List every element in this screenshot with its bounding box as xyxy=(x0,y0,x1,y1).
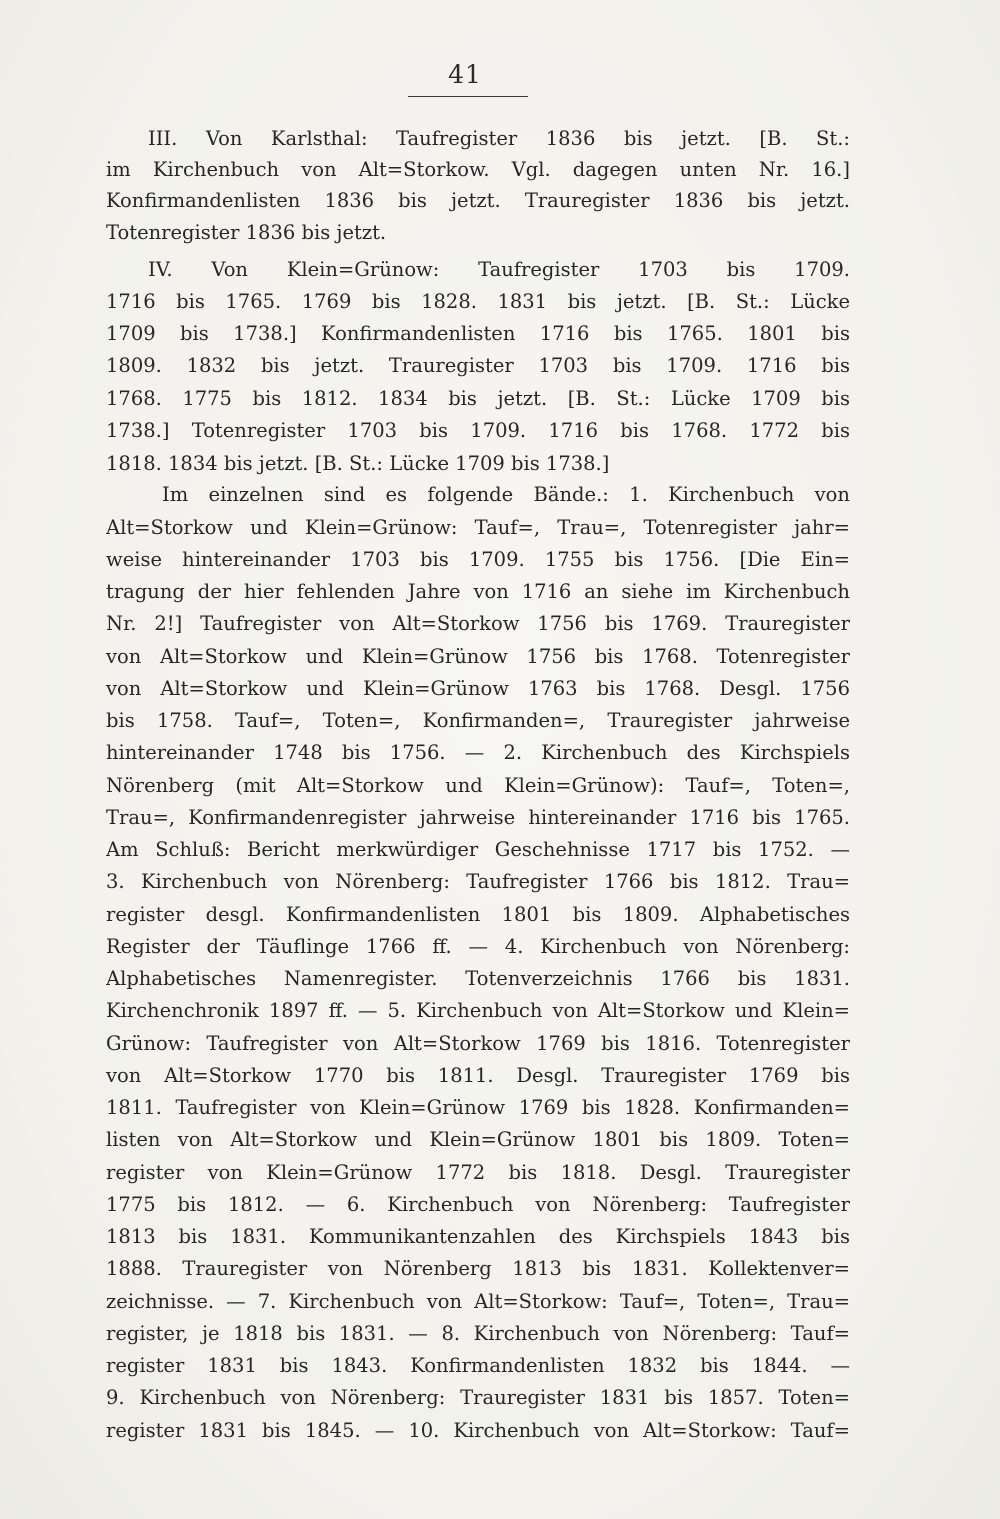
text-line: 1811. Taufregister von Klein=Grünow 1769 bis 1828. Konfirmanden= xyxy=(106,1096,850,1119)
text-line: 1813 bis 1831. Kommunikantenzahlen des Kirchspiels 1843 bis xyxy=(106,1225,850,1248)
text-line: hintereinander 1748 bis 1756. — 2. Kirchenbuch des Kirchspiels xyxy=(106,741,850,764)
text-line: register 1831 bis 1843. Konfirmandenlisten 1832 bis 1844. — xyxy=(106,1354,850,1377)
text-line: Im einzelnen sind es folgende Bände.: 1. Kirchenbuch von xyxy=(162,483,850,506)
text-line: 1775 bis 1812. — 6. Kirchenbuch von Nörenberg: Taufregister xyxy=(106,1193,850,1216)
text-line: Trau=, Konfirmandenregister jahrweise hintereinander 1716 bis 1765. xyxy=(106,806,850,829)
text-line: 1709 bis 1738.] Konfirmandenlisten 1716 bis 1765. 1801 bis xyxy=(106,322,850,345)
text-line: von Alt=Storkow und Klein=Grünow 1756 bis 1768. Totenregister xyxy=(106,645,850,668)
text-line: Kirchenchronik 1897 ff. — 5. Kirchenbuch von Alt=Storkow und Klein= xyxy=(106,999,850,1022)
text-line: listen von Alt=Storkow und Klein=Grünow 1801 bis 1809. Toten= xyxy=(106,1128,850,1151)
text-line: Konfirmandenlisten 1836 bis jetzt. Trauregister 1836 bis jetzt. xyxy=(106,189,850,212)
text-line: bis 1758. Tauf=, Toten=, Konfirmanden=, Trauregister jahrweise xyxy=(106,709,850,732)
text-line: Nörenberg (mit Alt=Storkow und Klein=Grünow): Tauf=, Toten=, xyxy=(106,774,850,797)
text-line: register desgl. Konfirmandenlisten 1801 bis 1809. Alphabetisches xyxy=(106,903,850,926)
text-line: Nr. 2!] Taufregister von Alt=Storkow 1756 bis 1769. Trauregister xyxy=(106,612,850,635)
text-line: 1818. 1834 bis jetzt. [B. St.: Lücke 1709 bis 1738.] xyxy=(106,452,610,475)
text-line: von Alt=Storkow und Klein=Grünow 1763 bis 1768. Desgl. 1756 xyxy=(106,677,850,700)
text-line: 1738.] Totenregister 1703 bis 1709. 1716 bis 1768. 1772 bis xyxy=(106,419,850,442)
text-line: tragung der hier fehlenden Jahre von 1716 an siehe im Kirchenbuch xyxy=(106,580,850,603)
page-number: 41 xyxy=(448,60,482,89)
text-line: 1809. 1832 bis jetzt. Trauregister 1703 bis 1709. 1716 bis xyxy=(106,354,850,377)
text-line: Totenregister 1836 bis jetzt. xyxy=(106,221,387,244)
text-line: register, je 1818 bis 1831. — 8. Kirchenbuch von Nörenberg: Tauf= xyxy=(106,1322,850,1345)
text-line: zeichnisse. — 7. Kirchenbuch von Alt=Storkow: Tauf=, Toten=, Trau= xyxy=(106,1290,850,1313)
text-line: 1888. Trauregister von Nörenberg 1813 bis 1831. Kollektenver= xyxy=(106,1257,850,1280)
text-line: Grünow: Taufregister von Alt=Storkow 1769 bis 1816. Totenregister xyxy=(106,1032,850,1055)
text-line: Am Schluß: Bericht merkwürdiger Geschehnisse 1717 bis 1752. — xyxy=(106,838,850,861)
text-line: register 1831 bis 1845. — 10. Kirchenbuch von Alt=Storkow: Tauf= xyxy=(106,1419,850,1442)
text-line: Alt=Storkow und Klein=Grünow: Tauf=, Trau=, Totenregister jahr= xyxy=(106,516,850,539)
text-line: register von Klein=Grünow 1772 bis 1818. Desgl. Trauregister xyxy=(106,1161,850,1184)
text-line: weise hintereinander 1703 bis 1709. 1755 bis 1756. [Die Ein= xyxy=(106,548,850,571)
text-line: 1768. 1775 bis 1812. 1834 bis jetzt. [B. St.: Lücke 1709 bis xyxy=(106,387,850,410)
text-line: Register der Täuflinge 1766 ff. — 4. Kirchenbuch von Nörenberg: xyxy=(106,935,850,958)
text-line: 9. Kirchenbuch von Nörenberg: Trauregister 1831 bis 1857. Toten= xyxy=(106,1386,850,1409)
text-line: im Kirchenbuch von Alt=Storkow. Vgl. dagegen unten Nr. 16.] xyxy=(106,158,850,181)
text-line: 3. Kirchenbuch von Nörenberg: Taufregister 1766 bis 1812. Trau= xyxy=(106,870,850,893)
text-line: 1716 bis 1765. 1769 bis 1828. 1831 bis jetzt. [B. St.: Lücke xyxy=(106,290,850,313)
text-line: von Alt=Storkow 1770 bis 1811. Desgl. Trauregister 1769 bis xyxy=(106,1064,850,1087)
text-line: IV. Von Klein=Grünow: Taufregister 1703 bis 1709. xyxy=(148,258,850,281)
text-line: Alphabetisches Namenregister. Totenverzeichnis 1766 bis 1831. xyxy=(106,967,850,990)
page-number-rule xyxy=(408,96,528,97)
text-line: III. Von Karlsthal: Taufregister 1836 bis jetzt. [B. St.: xyxy=(148,127,850,150)
